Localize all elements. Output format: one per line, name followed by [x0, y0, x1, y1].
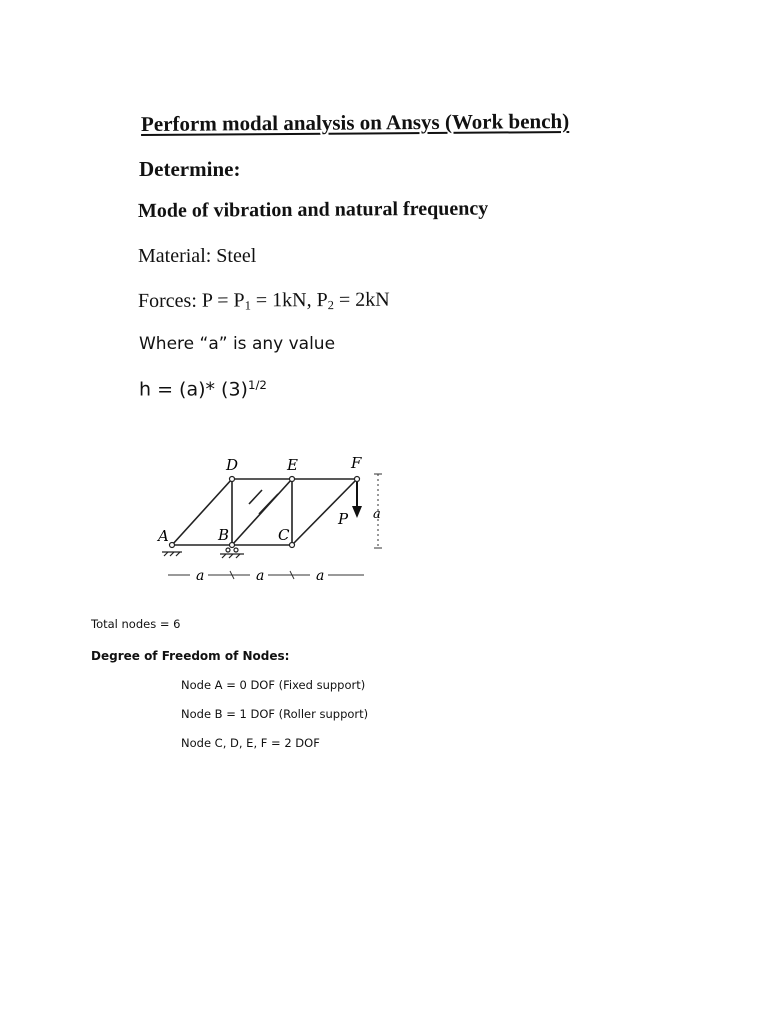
- forces-suffix: = 2kN: [333, 288, 390, 311]
- h-formula-exponent: 1/2: [247, 378, 267, 392]
- span-label-1: a: [196, 568, 205, 584]
- forces-p2-subscript: 2: [327, 298, 334, 313]
- dof-item-node-b: Node B = 1 DOF (Roller support): [181, 707, 369, 721]
- material-text: Material: Steel: [138, 245, 257, 267]
- objective-text: Mode of vibration and natural frequency: [137, 197, 489, 222]
- joint-a: [170, 543, 175, 548]
- joint-e: [290, 477, 295, 482]
- node-label-d: D: [226, 456, 239, 474]
- joint-d: [230, 477, 235, 482]
- h-formula-base: h = (a)* (3): [139, 378, 248, 401]
- diagonal-inner-1: [249, 490, 262, 504]
- diagonal-inner-2: [259, 494, 278, 514]
- page-title: Perform modal analysis on Ansys (Work bench): [140, 109, 570, 136]
- dof-item-node-a: Node A = 0 DOF (Fixed support): [181, 678, 366, 692]
- height-label-a: a: [373, 507, 381, 522]
- node-label-b: B: [218, 526, 230, 544]
- node-label-c: C: [278, 526, 290, 544]
- h-formula: [139, 378, 267, 400]
- total-nodes-text: Total nodes = 6: [91, 617, 181, 631]
- dof-heading: Degree of Freedom of Nodes:: [91, 649, 290, 663]
- joint-f: [355, 477, 360, 482]
- determine-heading: Determine:: [139, 157, 241, 181]
- node-label-f: F: [351, 454, 362, 472]
- pin-support-icon: [162, 552, 182, 556]
- load-label-p: P: [338, 510, 349, 528]
- node-label-a: A: [158, 527, 169, 545]
- forces-prefix: Forces: P = P: [137, 289, 245, 312]
- span-label-2: a: [256, 568, 265, 584]
- node-label-e: E: [287, 456, 298, 474]
- forces-text: [138, 289, 390, 314]
- where-text: Where “a” is any value: [139, 334, 336, 354]
- truss-members: [172, 479, 357, 545]
- joint-b: [230, 543, 235, 548]
- forces-middle: = 1kN, P: [250, 289, 328, 312]
- truss-joints: [170, 477, 360, 548]
- roller-support-icon: [220, 548, 244, 558]
- dof-item-nodes-cdef: Node C, D, E, F = 2 DOF: [181, 736, 320, 750]
- joint-c: [290, 543, 295, 548]
- forces-p1-subscript: 1: [244, 298, 251, 313]
- truss-diagram: [150, 448, 390, 593]
- load-arrow-icon: [352, 482, 362, 518]
- span-label-3: a: [316, 568, 325, 584]
